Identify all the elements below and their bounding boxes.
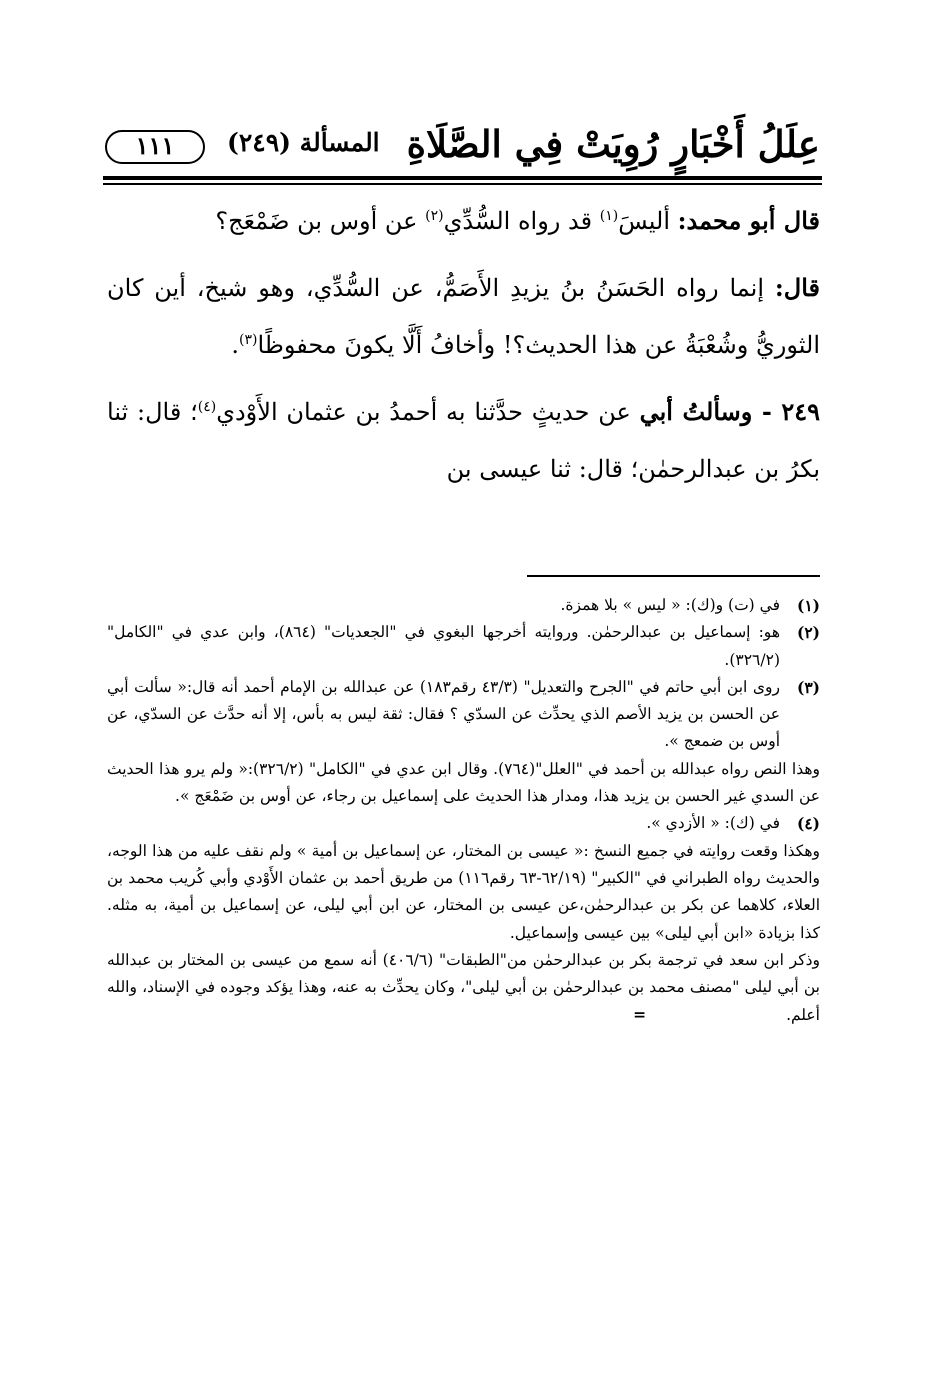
page-number: ١١١ <box>105 130 205 164</box>
footnote-text: هو: إسماعيل بن عبدالرحمٰن. وروايته أخرجها البغوي في "الجعديات" (٨٦٤)، وابن عدي في "الكامل" (٣٢٦/٢). <box>107 623 780 669</box>
footnotes <box>107 592 820 1030</box>
text: عن أوس بن ضَمْعَج؟ <box>215 207 426 235</box>
footnote-4 <box>107 810 820 837</box>
footnote-ref[interactable]: (١) <box>599 208 619 224</box>
text: ؛ قال: ثنا بكرُ بن عبدالرحمٰن؛ قال: ثنا عيسى بن <box>107 398 820 483</box>
text: . <box>231 331 239 359</box>
footnote-text: في (ك): « الأزدي ». <box>646 814 780 833</box>
footnote-text: روى ابن أبي حاتم في "الجرح والتعديل" (٤٣/٣ رقم١٨٣) عن عبدالله بن الإمام أحمد أنه قال:« سألت أبي عن الحسن بن يزيد الأصم الذي يحدِّث عن السدّي ؟ فقال: ثقة ليس به بأس، إلا أنه حدَّث عن السدّي، عن أوس بن ضمعج ». <box>107 677 781 751</box>
footnote-4-continuation-1: وهكذا وقعت روايته في جميع النسخ :« عيسى بن المختار، عن إسماعيل بن أمية » ولم نقف عليه من هذا الوجه، والحديث رواه الطبراني في "الكبير" (٦٢/١٩-٦٣ رقم١١٦) من طريق أحمد بن عثمان الأَوْدي وأبي كُريب محمد بن العلاء، كلاهما عن بكر بن عبدالرحمٰن،عن عيسى بن المختار، عن ابن أبي ليلى، عن إسماعيل بن أمية، به مثله. كذا بزيادة «ابن أبي ليلى» بين عيسى وإسماعيل. <box>107 841 820 942</box>
footnote-2 <box>107 619 820 674</box>
footnote-1 <box>107 592 820 619</box>
footnote-number: (٤) <box>796 814 820 834</box>
footnote-number: (٣) <box>796 677 820 697</box>
book-title: عِلَلُ أَخْبَارٍ رُوِيَتْ فِي الصَّلَاةِ <box>406 122 820 166</box>
footnote-ref[interactable]: (٤) <box>197 399 217 415</box>
header-rule-thin <box>103 183 822 185</box>
footnote-ref[interactable]: (٢) <box>425 208 444 224</box>
footnote-3-continuation: وهذا النص رواه عبدالله بن أحمد في "العلل"(٧٦٤). وقال ابن عدي في "الكامل" (٣٢٦/٢):« ولم يرو هذا الحديث عن السدي غير الحسن بن يزيد هذا، ومدار هذا الحديث على إسماعيل بن رجاء، عن أوس بن ضَمْعَج ». <box>107 759 820 806</box>
footnote-ref[interactable]: (٣) <box>239 332 258 348</box>
continuation-mark: = <box>633 1005 647 1025</box>
speaker-label: قال: <box>774 273 820 302</box>
speaker-label: قال أبو محمد: <box>677 206 820 235</box>
header-rule-thick <box>103 176 822 180</box>
paragraph-1 <box>107 192 820 250</box>
footnote-separator <box>527 575 820 577</box>
issue-number: ٢٤٩ - وسألتُ أبي <box>639 397 821 426</box>
footnote-3 <box>107 674 820 756</box>
footnote-number: (١) <box>796 596 820 615</box>
text: أليسَ <box>618 207 678 235</box>
text: إنما رواه الحَسَنُ بنُ يزيدِ الأَصَمُّ، عن السُّدِّي، وهو شيخ، أين كان الثوريُّ وشُعْبَةُ عن هذا الحديث؟! وأخافُ أَلَّا يكونَ محفوظًا <box>107 274 820 359</box>
issue-label: المسألة (٢٤٩) <box>227 128 380 157</box>
footnote-4-continuation-2 <box>107 947 820 1030</box>
text: عن حديثٍ حدَّثنا به أحمدُ بن عثمان الأَوْدي <box>216 398 640 426</box>
paragraph-3 <box>107 383 820 498</box>
footnote-number: (٢) <box>796 623 820 643</box>
running-header <box>105 118 820 176</box>
footnote-text: في (ت) و(ك): « ليس » بلا همزة. <box>560 596 780 614</box>
main-text <box>107 192 820 507</box>
footnote-text: وذكر ابن سعد في ترجمة بكر بن عبدالرحمٰن من"الطبقات" (٤٠٦/٦) أنه سمع من عيسى بن المختار بن عبدالله بن أبي ليلى "مصنف محمد بن عبدالرحمٰن بن أبي ليلى"، وكان يحدِّث به عنه، وهذا يؤكد وجوده في الإسناد، والله أعلم. <box>107 950 820 1025</box>
text: قد رواه السُّدِّي <box>443 207 600 235</box>
paragraph-2 <box>107 259 820 374</box>
